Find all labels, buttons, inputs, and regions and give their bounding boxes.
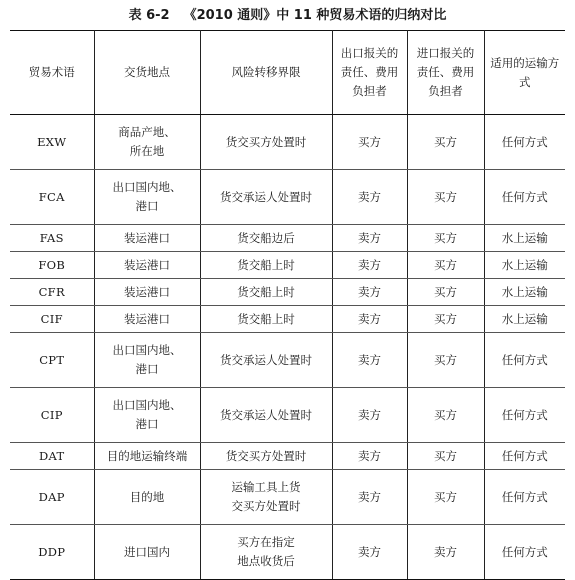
header-risk-transfer: 风险转移界限 (200, 31, 332, 115)
table-title: 《2010 通则》中 11 种贸易术语的归纳对比 (183, 8, 447, 23)
delivery-place-cell: 出口国内地、 港口 (94, 388, 200, 443)
delivery-place-cell: 出口国内地、 港口 (94, 333, 200, 388)
transport-mode-cell: 任何方式 (484, 525, 565, 580)
delivery-place-cell: 出口国内地、 港口 (94, 170, 200, 225)
table-row (10, 225, 565, 252)
header-transport-mode: 适用的运输方式 (484, 31, 565, 115)
trade-term-cell: CPT (10, 333, 94, 388)
export-clearance-cell: 卖方 (332, 170, 407, 225)
table-row (10, 115, 565, 170)
trade-term-cell: FOB (10, 252, 94, 279)
import-clearance-cell: 买方 (407, 252, 484, 279)
risk-transfer-cell: 货交船上时 (200, 306, 332, 333)
import-clearance-cell: 卖方 (407, 525, 484, 580)
trade-term-cell: FAS (10, 225, 94, 252)
import-clearance-cell: 买方 (407, 333, 484, 388)
transport-mode-cell: 水上运输 (484, 252, 565, 279)
delivery-place-cell: 进口国内 (94, 525, 200, 580)
risk-transfer-cell: 货交船边后 (200, 225, 332, 252)
delivery-place-cell: 目的地 (94, 470, 200, 525)
delivery-place-cell: 装运港口 (94, 279, 200, 306)
trade-term-cell: FCA (10, 170, 94, 225)
table-row (10, 252, 565, 279)
transport-mode-cell: 任何方式 (484, 115, 565, 170)
export-clearance-cell: 卖方 (332, 225, 407, 252)
trade-term-cell: CIF (10, 306, 94, 333)
header-delivery-place: 交货地点 (94, 31, 200, 115)
export-clearance-cell: 卖方 (332, 279, 407, 306)
delivery-place-cell: 装运港口 (94, 306, 200, 333)
header-trade-term: 贸易术语 (10, 31, 94, 115)
risk-transfer-cell: 货交承运人处置时 (200, 333, 332, 388)
delivery-place-cell: 装运港口 (94, 252, 200, 279)
transport-mode-cell: 任何方式 (484, 388, 565, 443)
export-clearance-cell: 卖方 (332, 470, 407, 525)
table-row (10, 170, 565, 225)
export-clearance-cell: 卖方 (332, 306, 407, 333)
table-row (10, 306, 565, 333)
trade-term-cell: DAT (10, 443, 94, 470)
export-clearance-cell: 卖方 (332, 252, 407, 279)
import-clearance-cell: 买方 (407, 443, 484, 470)
table-row (10, 470, 565, 525)
trade-term-cell: DAP (10, 470, 94, 525)
transport-mode-cell: 任何方式 (484, 170, 565, 225)
trade-term-cell: CIP (10, 388, 94, 443)
header-export-clearance: 出口报关的 责任、费用 负担者 (332, 31, 407, 115)
export-clearance-cell: 卖方 (332, 443, 407, 470)
transport-mode-cell: 任何方式 (484, 443, 565, 470)
table-row (10, 333, 565, 388)
transport-mode-cell: 水上运输 (484, 279, 565, 306)
export-clearance-cell: 卖方 (332, 525, 407, 580)
delivery-place-cell: 装运港口 (94, 225, 200, 252)
table-row (10, 388, 565, 443)
trade-term-cell: EXW (10, 115, 94, 170)
trade-terms-table (10, 30, 565, 580)
risk-transfer-cell: 买方在指定 地点收货后 (200, 525, 332, 580)
header-row (10, 31, 565, 115)
risk-transfer-cell: 货交承运人处置时 (200, 170, 332, 225)
transport-mode-cell: 任何方式 (484, 333, 565, 388)
export-clearance-cell: 卖方 (332, 388, 407, 443)
import-clearance-cell: 买方 (407, 306, 484, 333)
export-clearance-cell: 卖方 (332, 333, 407, 388)
delivery-place-cell: 商品产地、 所在地 (94, 115, 200, 170)
import-clearance-cell: 买方 (407, 225, 484, 252)
risk-transfer-cell: 运输工具上货 交买方处置时 (200, 470, 332, 525)
transport-mode-cell: 水上运输 (484, 306, 565, 333)
table-row (10, 525, 565, 580)
risk-transfer-cell: 货交船上时 (200, 279, 332, 306)
table-caption (0, 4, 575, 23)
risk-transfer-cell: 货交买方处置时 (200, 115, 332, 170)
risk-transfer-cell: 货交承运人处置时 (200, 388, 332, 443)
transport-mode-cell: 任何方式 (484, 470, 565, 525)
import-clearance-cell: 买方 (407, 470, 484, 525)
export-clearance-cell: 买方 (332, 115, 407, 170)
header-import-clearance: 进口报关的 责任、费用 负担者 (407, 31, 484, 115)
transport-mode-cell: 水上运输 (484, 225, 565, 252)
trade-term-cell: CFR (10, 279, 94, 306)
table-body (10, 115, 565, 580)
risk-transfer-cell: 货交买方处置时 (200, 443, 332, 470)
import-clearance-cell: 买方 (407, 388, 484, 443)
trade-term-cell: DDP (10, 525, 94, 580)
table-row (10, 443, 565, 470)
import-clearance-cell: 买方 (407, 115, 484, 170)
risk-transfer-cell: 货交船上时 (200, 252, 332, 279)
delivery-place-cell: 目的地运输终端 (94, 443, 200, 470)
table-number: 表 6-2 (128, 8, 170, 23)
import-clearance-cell: 买方 (407, 279, 484, 306)
table-row (10, 279, 565, 306)
import-clearance-cell: 买方 (407, 170, 484, 225)
